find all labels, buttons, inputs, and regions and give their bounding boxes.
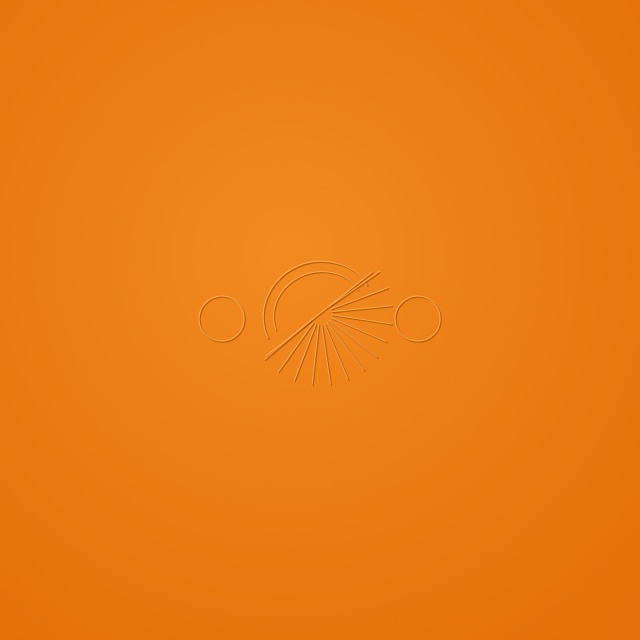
left-ring-icon <box>199 296 245 342</box>
sun-ray <box>333 307 393 313</box>
sunburst-eclipse-icon <box>263 261 392 385</box>
sun-ray <box>331 273 380 307</box>
right-ring-icon <box>395 296 441 342</box>
sun-ray <box>265 321 311 360</box>
sun-ray <box>313 326 320 386</box>
